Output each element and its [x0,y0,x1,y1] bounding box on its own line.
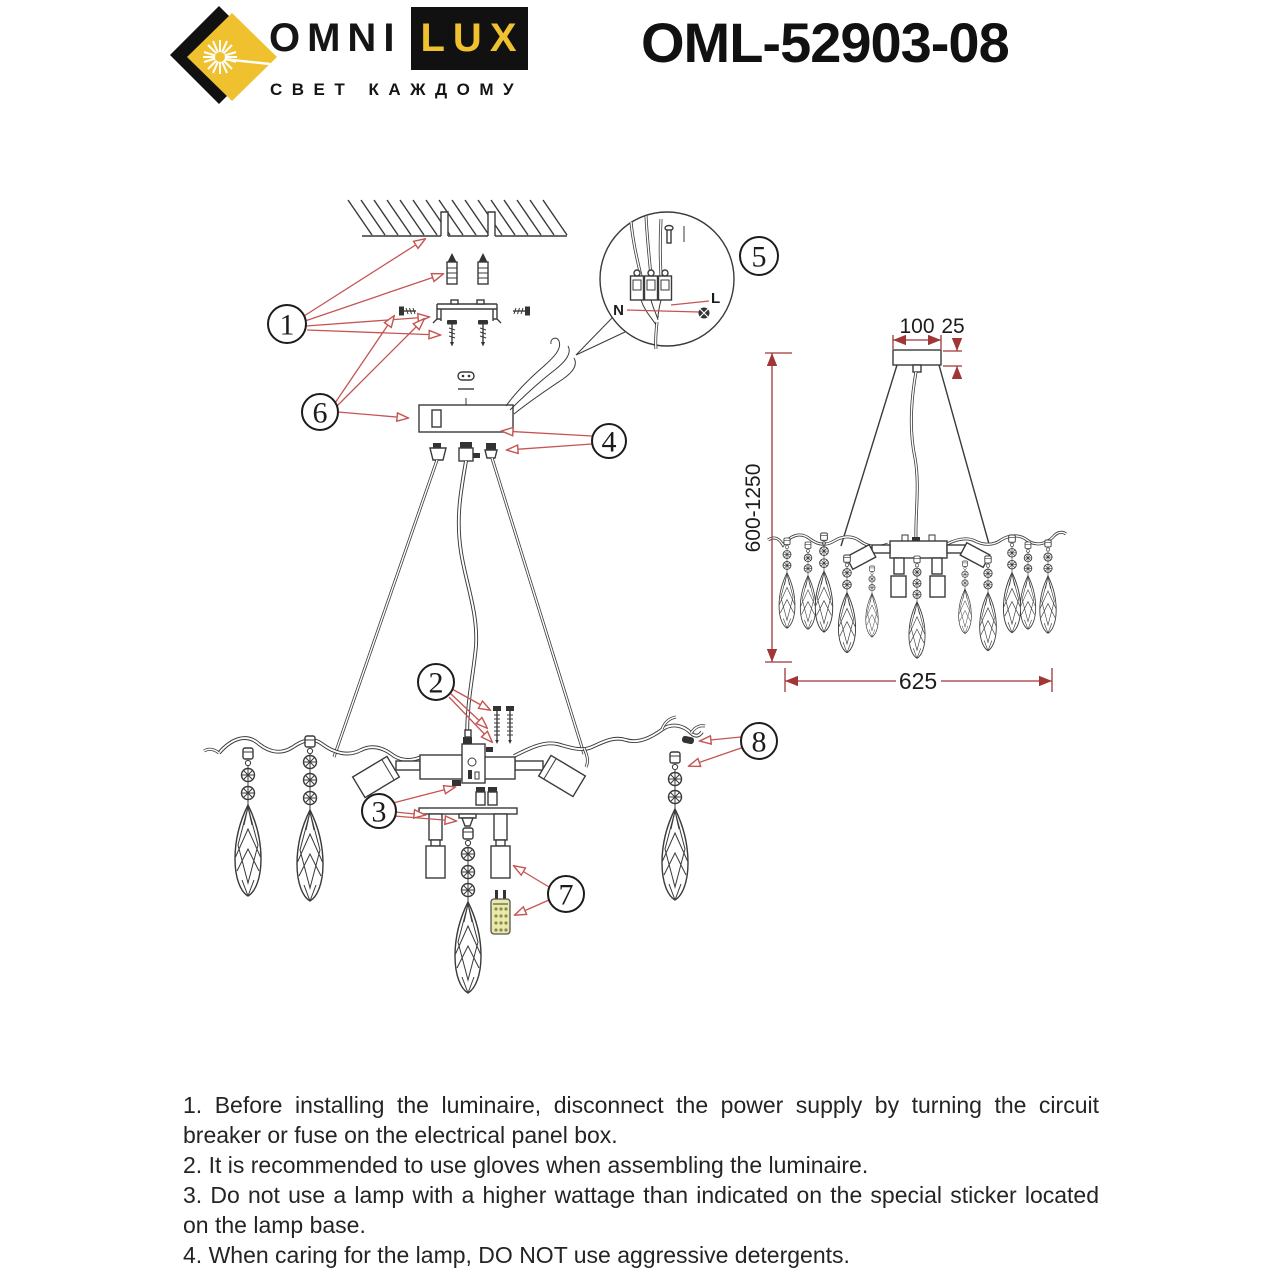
svg-text:6: 6 [312,396,328,430]
brand-lux-badge: LUX [411,7,528,70]
instruction-item: 1. Before installing the luminaire, disconnect the power supply by turning the circuit breaker or fuse on the electrical panel box. [183,1092,1099,1148]
callout-8 [741,723,777,759]
canopy-drawing [419,398,513,461]
bracket-screw-right [513,307,530,316]
mounting-bracket [433,300,501,323]
cable-clamp [458,372,474,389]
mounting-screw [478,320,488,347]
callout-4 [592,424,626,459]
instruction-item: 4. When caring for the lamp, DO NOT use aggressive detergents. [183,1242,850,1268]
spotlight-head-right [539,755,586,796]
wiring-label-n: N [613,302,624,319]
dim-canopy-height: 25 [941,315,965,338]
brand-name: OMNI [269,16,402,60]
fixture-body [353,730,586,805]
instruction-item: 3. Do not use a lamp with a higher wattage than indicated on the special sticker located on the lamp base. [183,1182,1099,1238]
svg-text:1: 1 [279,308,295,342]
ceiling-slot [441,212,448,236]
dimension-drawing [742,315,1066,694]
ceiling-drawing [348,200,567,236]
wiring-detail-circle [600,212,734,349]
svg-text:2: 2 [428,666,444,700]
g9-bulb [491,890,510,934]
svg-text:5: 5 [751,240,767,274]
terminal-block [631,270,672,300]
callout-2 [418,664,454,700]
svg-text:8: 8 [751,725,767,759]
body-screw [506,706,514,744]
wiring-label-l: L [711,290,721,307]
svg-text:3: 3 [371,795,387,829]
callout-3 [362,794,396,829]
body-screw [493,706,501,744]
pendant-hook [681,735,694,744]
ceiling-slot [488,212,495,236]
instruction-item: 2. It is recommended to use gloves when assembling the luminaire. [183,1152,869,1178]
spotlight-head-left [353,756,400,797]
mains-wires [506,318,625,414]
bracket-screw-left [399,307,416,316]
instructions [183,1090,1099,1270]
dim-suspension-height: 600-1250 [742,463,765,553]
brand-tagline: СВЕТ КАЖДОМУ [270,80,524,99]
svg-text:4: 4 [601,425,617,459]
callout-5 [740,237,778,275]
callout-1 [268,305,306,343]
mounting-screw [447,320,457,347]
svg-text:7: 7 [558,878,574,912]
wall-anchors [447,253,488,284]
callout-6 [302,394,338,430]
model-number: OML-52903-08 [641,11,1009,74]
dim-canopy-width: 100 [899,315,935,338]
ground-symbol [699,308,710,319]
dim-fixture-width: 625 [898,668,938,694]
callout-7 [548,876,584,912]
dimension-lines [765,335,1052,692]
suspension-wires [334,458,584,757]
